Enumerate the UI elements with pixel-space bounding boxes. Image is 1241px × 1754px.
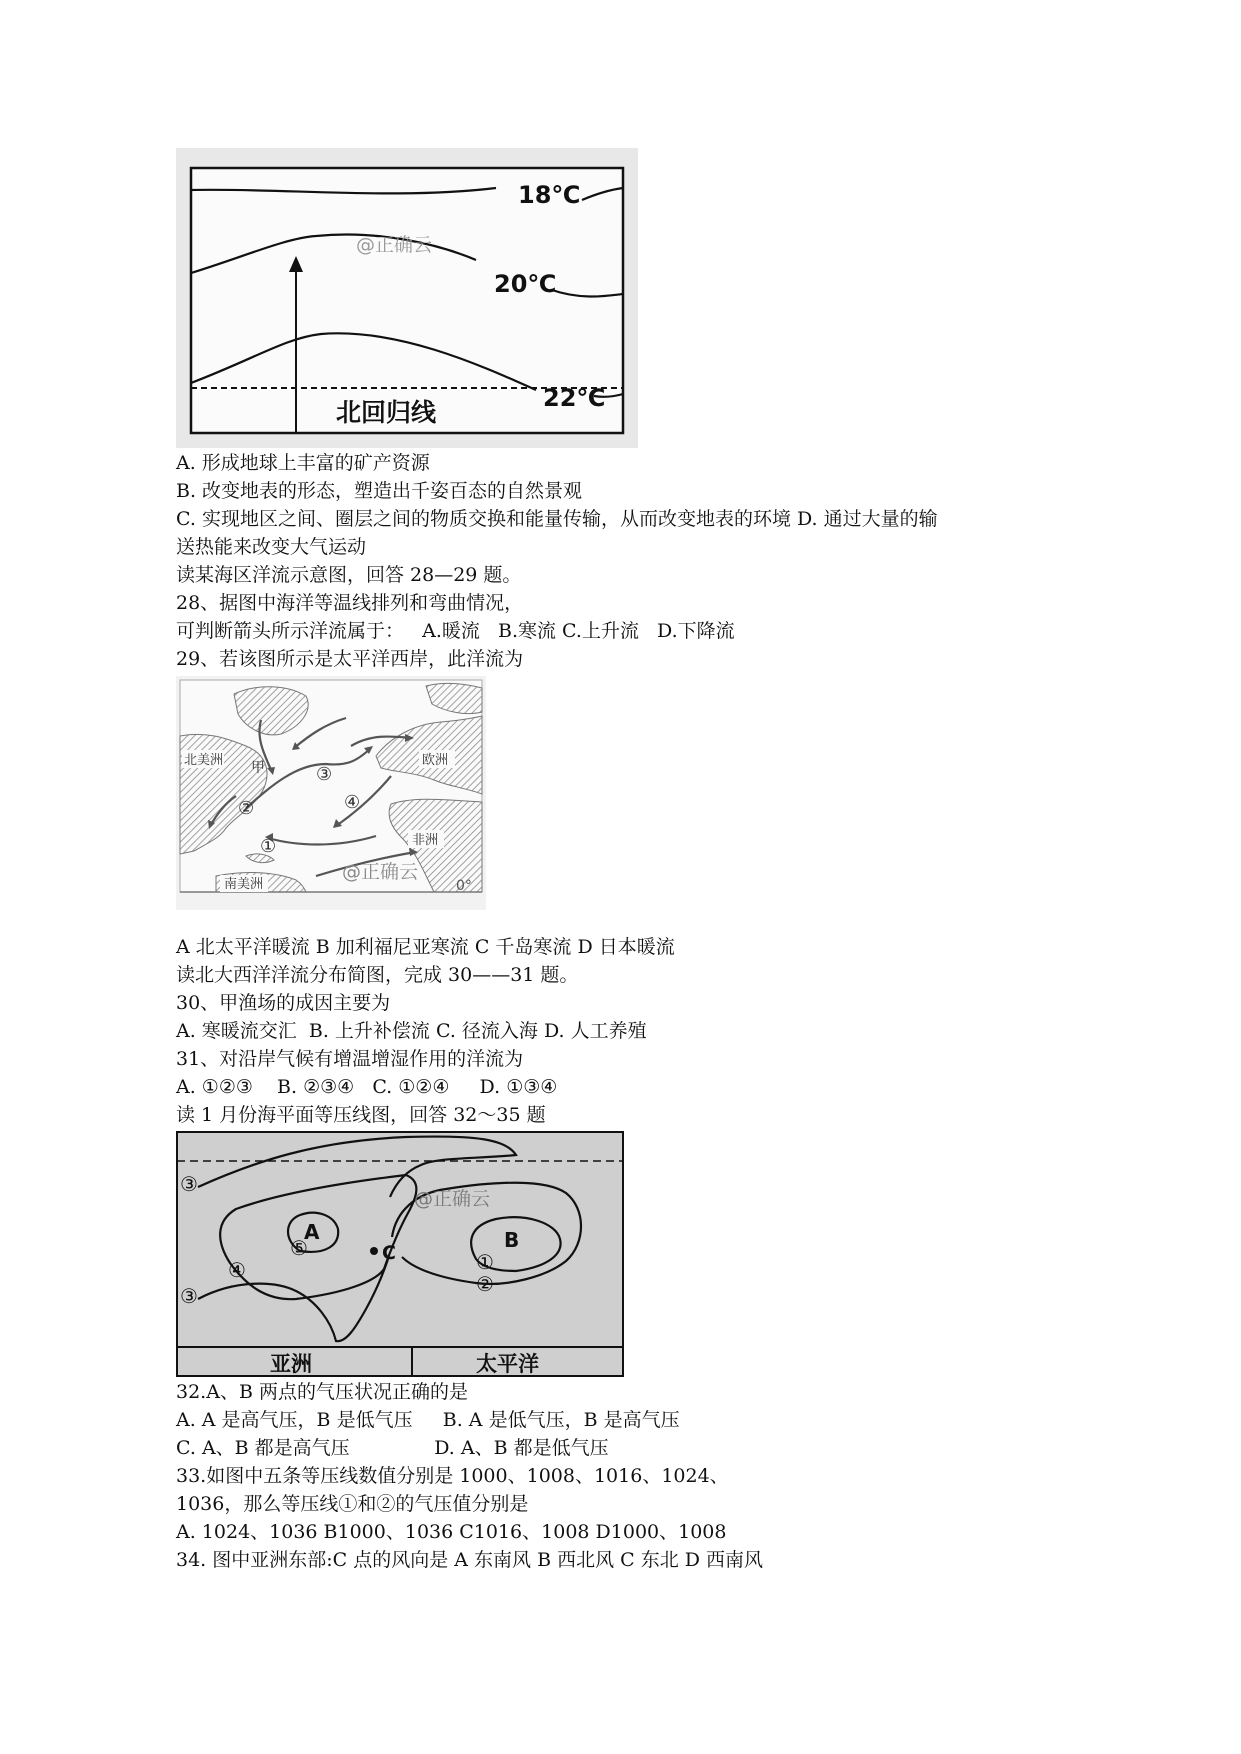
label-europe: 欧洲 [422, 753, 449, 768]
marker-3-top: ③ [180, 1172, 198, 1196]
question-28: 28、据图中海洋等温线排列和弯曲情况， [176, 592, 524, 614]
point-b: B [504, 1228, 520, 1252]
option-b-landscape: B. 改变地表的形态，塑造出千姿百态的自然景观 [176, 480, 583, 502]
marker-1: ① [476, 1250, 494, 1274]
label-22c: 22℃ [543, 384, 606, 412]
question-31-options: A. ①②③ B. ②③④ C. ①②④ D. ①③④ [176, 1076, 558, 1098]
label-pacific: 太平洋 [476, 1352, 539, 1376]
question-32-options-cd: C. A、B 都是高气压 D. A、B 都是低气压 [176, 1437, 609, 1459]
question-29: 29、若该图所示是太平洋西岸，此洋流为 [176, 648, 524, 670]
watermark: @正确云 [342, 861, 419, 883]
question-32: 32.A、B 两点的气压状况正确的是 [176, 1381, 468, 1403]
question-33-options: A. 1024、1036 B1000、1036 C1016、1008 D1000、1008 [176, 1521, 727, 1543]
question-32-options-ab: A. A 是高气压，B 是低气压 B. A 是低气压，B 是高气压 [176, 1409, 680, 1431]
question-34: 34. 图中亚洲东部:C 点的风向是 A 东南风 B 西北风 C 东北 D 西南风 [176, 1549, 764, 1571]
question-33: 33.如图中五条等压线数值分别是 1000、1008、1016、1024、 [176, 1465, 729, 1487]
question-30-options: A. 寒暖流交汇 B. 上升补偿流 C. 径流入海 D. 人工养殖 [176, 1020, 647, 1042]
label-jia-fishing-ground: 甲 [251, 760, 265, 776]
label-18c: 18℃ [518, 181, 581, 209]
question-33-continued: 1036，那么等压线①和②的气压值分别是 [176, 1493, 529, 1515]
question-29-options: A 北太平洋暖流 B 加利福尼亚寒流 C 千岛寒流 D 日本暖流 [176, 936, 675, 958]
option-c-d: C. 实现地区之间、圈层之间的物质交换和能量传输，从而改变地表的环境 D. 通过大量的输 [176, 508, 938, 530]
marker-2: ② [476, 1272, 494, 1296]
question-intro-32-35: 读 1 月份海平面等压线图，回答 32～35 题 [176, 1104, 546, 1126]
tropic-label: 北回归线 [336, 398, 437, 427]
marker-3: ③ [316, 764, 333, 785]
marker-2: ② [238, 798, 255, 819]
marker-3-bottom: ③ [180, 1284, 198, 1308]
question-intro-30-31: 读北大西洋洋流分布简图，完成 30——31 题。 [176, 964, 579, 986]
question-30: 30、甲渔场的成因主要为 [176, 992, 391, 1014]
marker-4: ④ [228, 1258, 246, 1282]
label-asia: 亚洲 [270, 1352, 312, 1376]
label-north-america: 北美洲 [184, 753, 224, 768]
watermark: @正确云 [356, 234, 433, 256]
marker-5: ⑤ [290, 1236, 308, 1260]
north-atlantic-map [176, 676, 486, 910]
watermark: @正确云 [414, 1188, 491, 1210]
marker-1: ① [260, 836, 277, 857]
point-a: A [304, 1220, 320, 1244]
label-africa: 非洲 [412, 833, 439, 848]
option-d-continued: 送热能来改变大气运动 [176, 536, 367, 558]
isobar-map [176, 1131, 624, 1377]
label-equator: 0° [456, 878, 472, 894]
label-20c: 20℃ [494, 270, 557, 298]
isotherm-figure [176, 148, 638, 448]
marker-4: ④ [344, 792, 361, 813]
question-31: 31、对沿岸气候有增温增湿作用的洋流为 [176, 1048, 524, 1070]
point-c-dot [370, 1247, 378, 1255]
label-south-america: 南美洲 [224, 877, 264, 892]
option-a-minerals: A. 形成地球上丰富的矿产资源 [176, 452, 430, 474]
point-c: C [382, 1242, 396, 1264]
question-28-options: 可判断箭头所示洋流属于： A.暖流 B.寒流 C.上升流 D.下降流 [176, 620, 735, 642]
question-intro-28-29: 读某海区洋流示意图，回答 28—29 题。 [176, 564, 522, 586]
